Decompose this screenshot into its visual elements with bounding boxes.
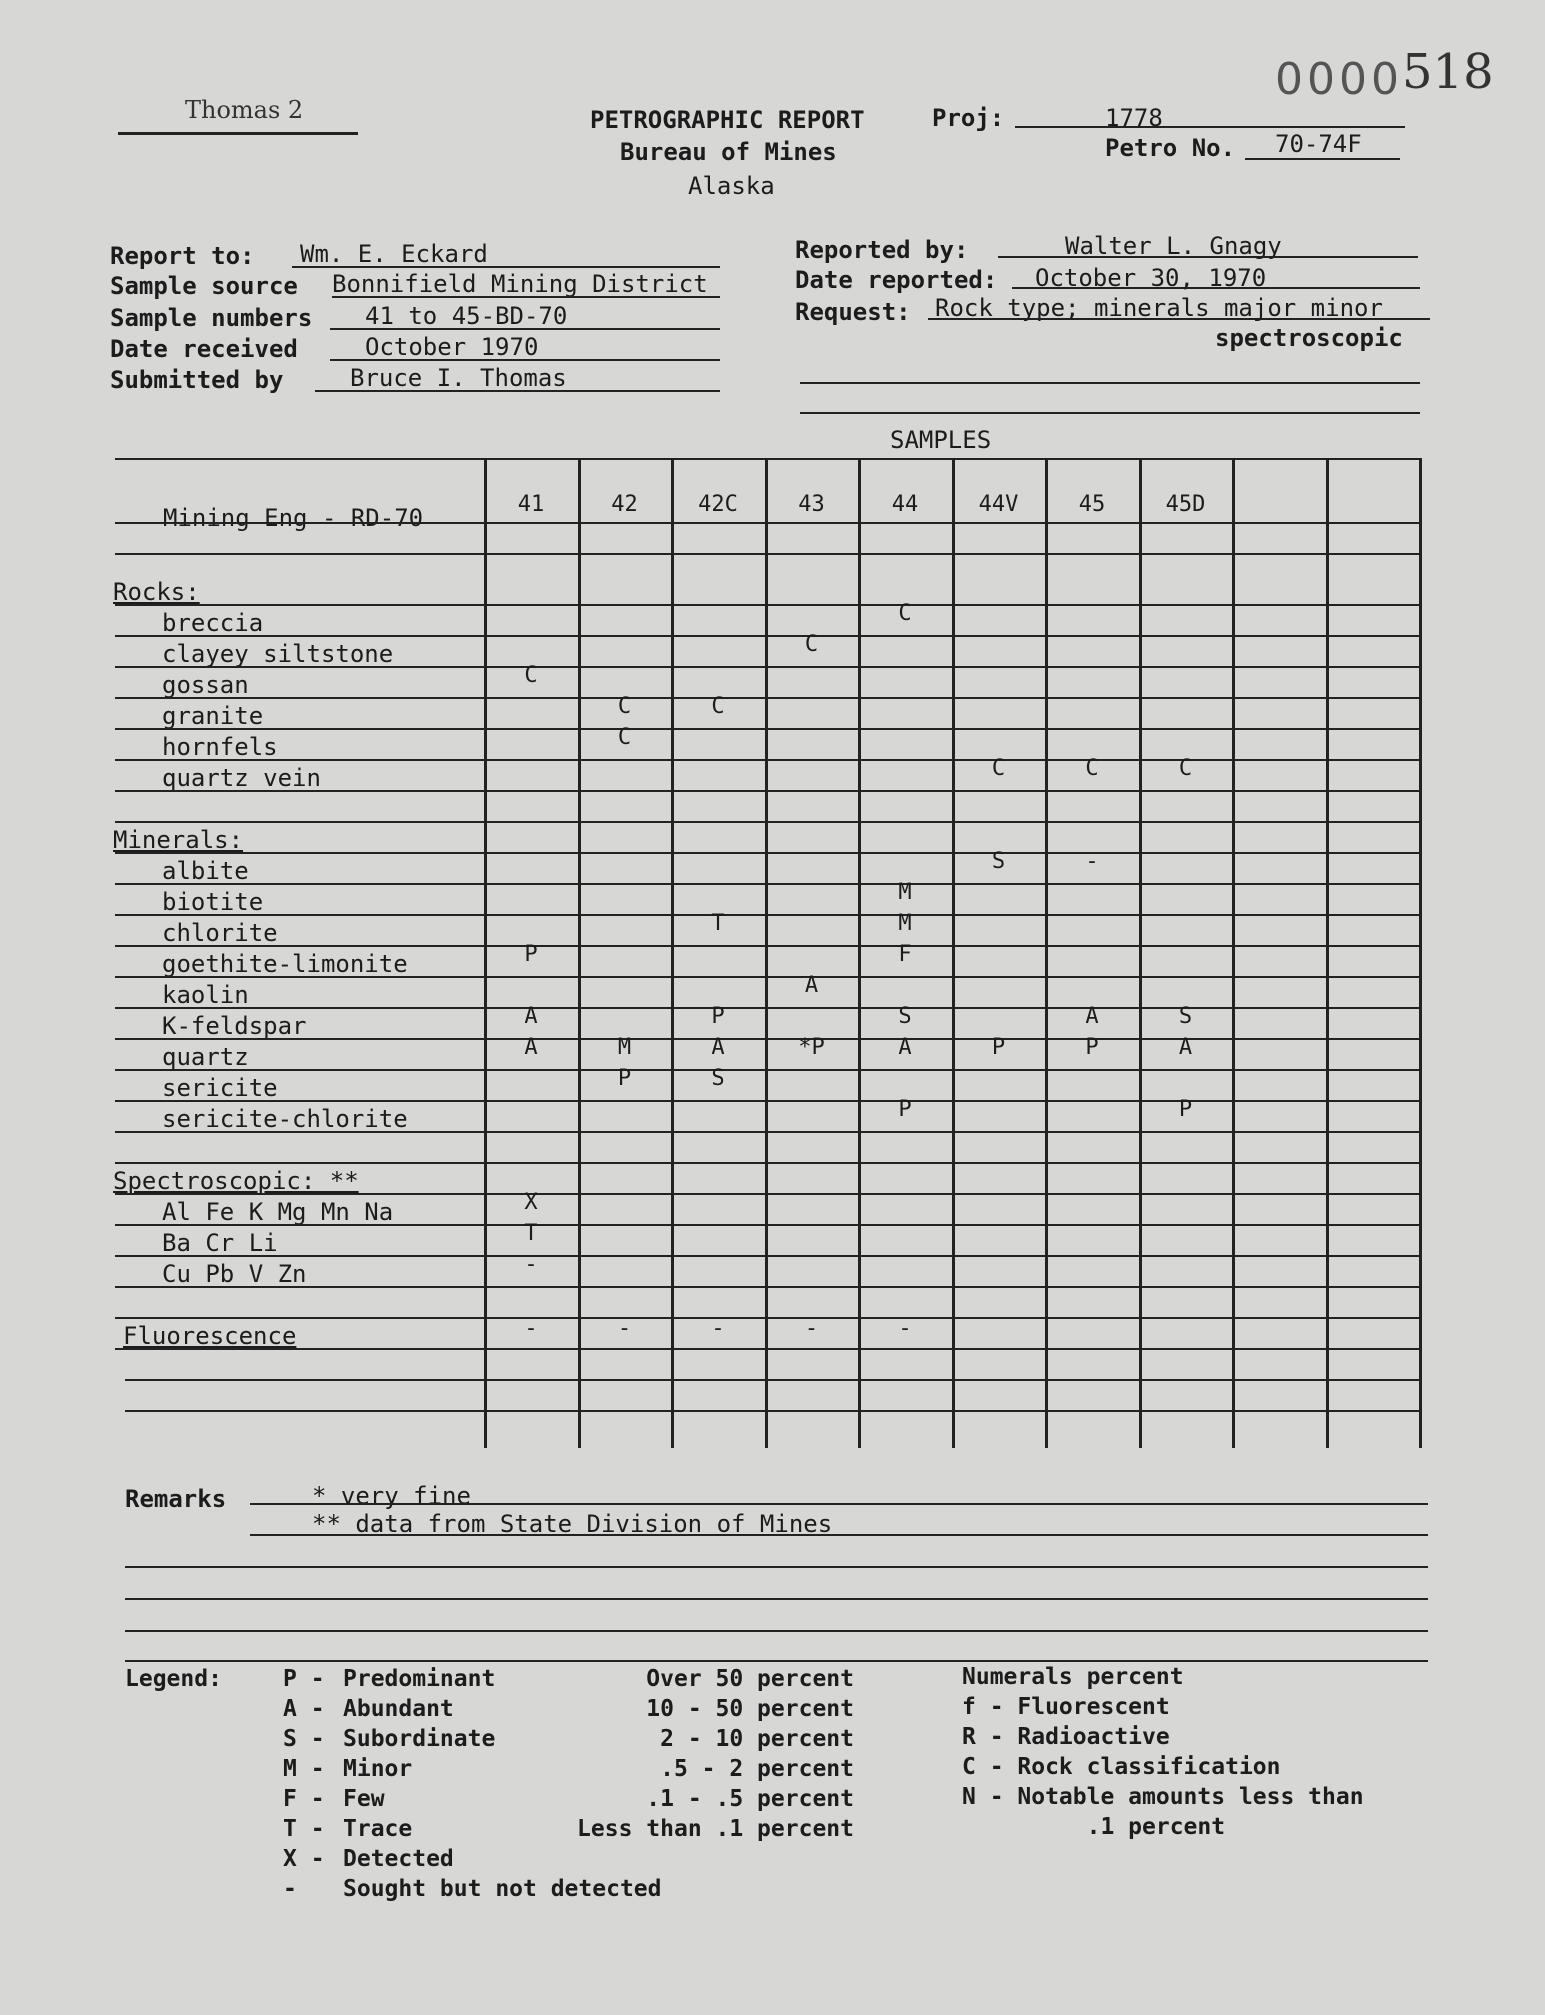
reported-by-underline: [998, 256, 1418, 258]
remarks-underline-4: [125, 1598, 1428, 1600]
proj-label: Proj:: [932, 104, 1005, 132]
row-label: breccia: [162, 609, 264, 637]
cell-value: C: [711, 694, 725, 719]
legend-name: Few: [343, 1786, 385, 1812]
table-column-line: [1139, 458, 1142, 1448]
row-line: [115, 821, 1420, 823]
row-label: sericite-chlorite: [162, 1105, 408, 1133]
legend-range: 10 - 50 percent: [646, 1696, 854, 1722]
row-line: [115, 852, 1420, 854]
info-value: 41 to 45-BD-70: [365, 302, 568, 330]
row-label: Cu Pb V Zn: [162, 1260, 307, 1288]
row-line: [115, 883, 1420, 885]
row-line: [115, 728, 1420, 730]
legend-right-item: f - Fluorescent: [962, 1694, 1170, 1720]
table-row-label: Mining Eng - RD-70: [163, 504, 424, 532]
cell-value: A: [804, 973, 819, 998]
legend-code: T -: [283, 1816, 325, 1842]
cell-value: S: [991, 849, 1006, 874]
info-underline: [332, 296, 720, 298]
row-line: [115, 697, 1420, 699]
column-header: 45D: [1165, 492, 1206, 517]
cell-value: A: [1085, 1004, 1099, 1029]
cell-value: M: [898, 880, 912, 905]
section-title: Spectroscopic: **: [113, 1167, 359, 1195]
cell-value: P: [991, 1035, 1006, 1060]
legend-right-item: R - Radioactive: [962, 1724, 1170, 1750]
legend-code: S -: [283, 1726, 325, 1752]
proj-underline: [1015, 126, 1405, 128]
column-header: 42C: [698, 492, 738, 517]
row-line: [115, 1255, 1420, 1257]
header-underline: [115, 522, 1420, 524]
request-underline: [928, 318, 1430, 320]
row-label: quartz: [162, 1043, 249, 1071]
cell-value: -: [1085, 849, 1099, 874]
cell-value: -: [898, 1316, 912, 1341]
legend-code: F -: [283, 1786, 325, 1812]
date-reported-value: October 30, 1970: [1035, 264, 1267, 292]
cell-value: S: [898, 1004, 912, 1029]
samples-header: SAMPLES: [890, 426, 992, 454]
info-value: Wm. E. Eckard: [300, 240, 488, 268]
row-label: clayey siltstone: [162, 640, 394, 668]
cell-value: C: [617, 725, 632, 750]
blank-line-2: [800, 412, 1420, 414]
cell-value: A: [898, 1035, 912, 1060]
legend-name: Detected: [343, 1846, 454, 1872]
date-reported-underline: [1012, 287, 1420, 289]
legend-range: .1 - .5 percent: [646, 1786, 854, 1812]
remarks-underline-6: [125, 1660, 1428, 1662]
info-underline: [292, 266, 720, 268]
legend-name: Sought but not detected: [343, 1876, 662, 1902]
report-title: PETROGRAPHIC REPORT: [590, 106, 865, 134]
section-title: Fluorescence: [123, 1322, 297, 1350]
legend-code: -: [283, 1876, 297, 1902]
info-underline: [330, 328, 720, 330]
info-label: Date received: [110, 335, 298, 363]
report-subtitle-alaska: Alaska: [688, 172, 775, 200]
cell-value: P: [524, 942, 538, 967]
row-line: [115, 790, 1420, 792]
row-line: [115, 1069, 1420, 1071]
cell-value: P: [1178, 1097, 1193, 1122]
cell-value: S: [711, 1066, 725, 1091]
tag-underline: [118, 132, 358, 135]
table-column-line: [1045, 458, 1048, 1448]
row-label: albite: [162, 857, 249, 885]
legend-code: A -: [283, 1696, 325, 1722]
row-label: goethite-limonite: [162, 950, 408, 978]
column-header: 41: [517, 492, 545, 517]
column-header: 43: [798, 492, 825, 517]
row-label: biotite: [162, 888, 264, 916]
cell-value: F: [898, 942, 912, 967]
row-line: [115, 553, 1420, 555]
cell-value: P: [711, 1004, 725, 1029]
cell-value: C: [991, 756, 1006, 781]
cell-value: A: [711, 1035, 725, 1060]
table-column-line: [1419, 458, 1422, 1448]
row-line: [115, 604, 1420, 606]
legend-name: Predominant: [343, 1666, 496, 1692]
proj-value: 1778: [1105, 104, 1163, 132]
cell-value: T: [524, 1221, 538, 1246]
legend-right-item: C - Rock classification: [962, 1754, 1281, 1780]
row-label: kaolin: [162, 981, 249, 1009]
row-label: hornfels: [162, 733, 278, 761]
cell-value: -: [524, 1316, 538, 1341]
row-label: K-feldspar: [162, 1012, 307, 1040]
row-line: [115, 1286, 1420, 1288]
legend-name: Subordinate: [343, 1726, 496, 1752]
legend-range: .5 - 2 percent: [660, 1756, 854, 1782]
info-value: Bonnifield Mining District: [332, 270, 708, 298]
cell-value: C: [804, 632, 819, 657]
remarks-line-1: * very fine: [312, 1482, 471, 1510]
info-label: Sample numbers: [110, 304, 313, 332]
remarks-line-2: ** data from State Division of Mines: [312, 1510, 833, 1538]
table-top-line: [115, 458, 1420, 460]
remarks-label: Remarks: [125, 1485, 227, 1513]
report-subtitle-bureau: Bureau of Mines: [620, 138, 837, 166]
row-line: [125, 1410, 1420, 1412]
cell-value: C: [898, 601, 912, 626]
row-line: [115, 1193, 1420, 1195]
petro-label: Petro No.: [1105, 134, 1236, 162]
cell-value: T: [711, 911, 725, 936]
row-label: sericite: [162, 1074, 278, 1102]
cell-value: -: [711, 1316, 725, 1341]
cell-value: A: [524, 1035, 538, 1060]
column-header: 42: [611, 492, 638, 517]
request-label: Request:: [795, 298, 911, 326]
request-value-line2: spectroscopic: [1215, 324, 1403, 352]
cell-value: M: [617, 1035, 632, 1060]
remarks-underline-3: [125, 1566, 1428, 1568]
legend-right-item: N - Notable amounts less than: [962, 1784, 1364, 1810]
cell-value: P: [898, 1097, 912, 1122]
remarks-underline-1: [250, 1503, 1428, 1505]
row-label: gossan: [162, 671, 249, 699]
reported-by-label: Reported by:: [795, 236, 969, 264]
cell-value: A: [524, 1004, 538, 1029]
remarks-underline-5: [125, 1630, 1428, 1632]
document-number-handwritten: 518: [1402, 44, 1494, 100]
cell-value: C: [617, 694, 632, 719]
row-label: chlorite: [162, 919, 278, 947]
cell-value: A: [1178, 1035, 1193, 1060]
legend-code: X -: [283, 1846, 325, 1872]
cell-value: P: [617, 1066, 632, 1091]
cell-value: -: [617, 1316, 632, 1341]
cell-value: P: [1085, 1035, 1099, 1060]
cell-value: C: [524, 663, 538, 688]
legend-code: P -: [283, 1666, 325, 1692]
legend-code: M -: [283, 1756, 325, 1782]
remarks-underline-2: [250, 1534, 1428, 1536]
cell-value: X: [524, 1190, 538, 1215]
legend-range: 2 - 10 percent: [660, 1726, 854, 1752]
row-label: quartz vein: [162, 764, 321, 792]
cell-value: M: [898, 911, 912, 936]
row-line: [115, 1348, 1420, 1350]
row-label: Ba Cr Li: [162, 1229, 278, 1257]
info-label: Report to:: [110, 242, 255, 270]
legend-name: Minor: [343, 1756, 413, 1782]
cell-value: -: [524, 1252, 538, 1277]
petro-value: 70-74F: [1275, 130, 1362, 158]
info-value: Bruce I. Thomas: [350, 364, 567, 392]
document-number-stamp: 0000: [1275, 54, 1403, 105]
row-line: [115, 914, 1420, 916]
table-column-line: [671, 458, 674, 1448]
date-reported-label: Date reported:: [795, 266, 998, 294]
row-line: [115, 666, 1420, 668]
info-underline: [330, 359, 720, 361]
row-line: [115, 1131, 1420, 1133]
legend-range: Less than .1 percent: [577, 1816, 854, 1842]
info-underline: [315, 390, 720, 392]
column-header: 44: [891, 492, 919, 517]
info-label: Submitted by: [110, 366, 284, 394]
cell-value: S: [1178, 1004, 1193, 1029]
legend-range: Over 50 percent: [646, 1666, 854, 1692]
row-line: [125, 1379, 1420, 1381]
cell-value: -: [804, 1316, 819, 1341]
info-value: October 1970: [365, 333, 539, 361]
legend-name: Trace: [343, 1816, 413, 1842]
reported-by-value: Walter L. Gnagy: [1065, 232, 1282, 260]
blank-line-1: [800, 382, 1420, 384]
cell-value: C: [1178, 756, 1193, 781]
cell-value: C: [1085, 756, 1099, 781]
legend-right-item: Numerals percent: [962, 1664, 1184, 1690]
table-column-line: [765, 458, 768, 1448]
section-title: Minerals:: [113, 826, 244, 854]
section-title: Rocks:: [113, 578, 200, 606]
row-label: Al Fe K Mg Mn Na: [162, 1198, 394, 1226]
column-header: 45: [1078, 492, 1106, 517]
request-value-line1: Rock type; minerals major minor: [935, 294, 1383, 322]
column-header: 44V: [978, 492, 1019, 517]
row-line: [115, 1162, 1420, 1164]
row-line: [115, 945, 1420, 947]
info-label: Sample source: [110, 272, 298, 300]
legend-name: Abundant: [343, 1696, 454, 1722]
row-label: granite: [162, 702, 264, 730]
row-line: [115, 1224, 1420, 1226]
legend-right-item: .1 percent: [962, 1814, 1226, 1840]
table-column-line: [1232, 458, 1235, 1448]
folder-tag: Thomas 2: [185, 96, 304, 124]
legend-label: Legend:: [125, 1666, 222, 1692]
cell-value: *P: [798, 1035, 825, 1060]
table-column-line: [1326, 458, 1329, 1448]
petro-underline: [1245, 158, 1400, 160]
